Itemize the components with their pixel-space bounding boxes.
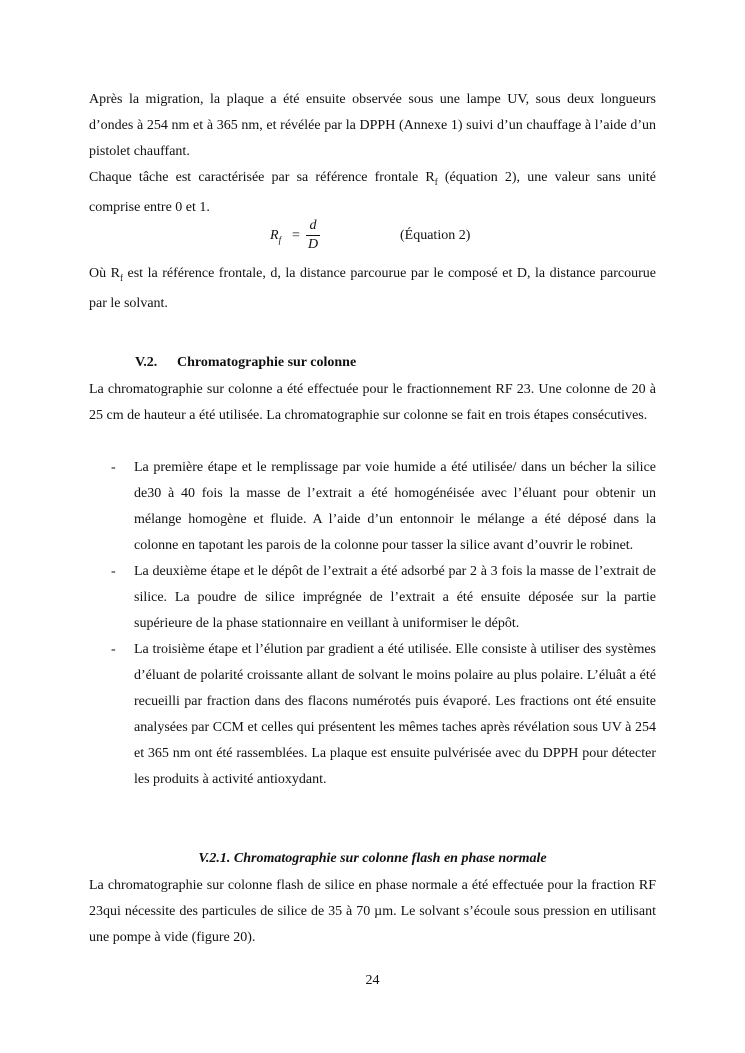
paragraph-rf-definition	[89, 165, 656, 221]
equation-lhs: $R_f$	[270, 228, 282, 245]
steps-list	[89, 455, 656, 793]
explanation-post: est la référence frontale, d, la distance parcourue par le composé et D, la distance parcourue par le solvant.	[89, 266, 657, 311]
page-number: 24	[365, 973, 380, 988]
explanation-subscript: f	[119, 272, 123, 283]
section-heading	[135, 355, 356, 371]
list-dash: -	[111, 460, 116, 475]
paragraph-flash	[89, 873, 656, 951]
explanation-pre: Où R	[89, 266, 120, 281]
paragraph-column-intro	[89, 377, 656, 429]
rf-text-post: (équation 2), une valeur sans unité comprise entre 0 et 1.	[89, 170, 656, 215]
subsection-heading: V.2.1. Chromatographie sur colonne flash en phase normale	[198, 851, 547, 866]
list-item: - La troisième étape et l’élution par gradient a été utilisée. Elle consiste à utiliser des systèmes d’éluant de polarité croissante allant de solvant le moins polaire au plus polaire. L’éluât a été recueilli par fraction dans des flacons numérotés puis évaporé. Les fractions ont été ensuite analysées par CCM et celles qui présentent les mêmes taches après révélation sous UV à 254 et 365 nm ont été rassemblées. La plaque est ensuite pulvérisée avec du DPPH pour détecter les produits à activité antioxydant.	[89, 637, 656, 793]
equation-denominator: D	[307, 237, 319, 252]
list-item: - La deuxième étape et le dépôt de l’extrait a été adsorbé par 2 à 3 fois la masse de l’extrait de silice. La poudre de silice imprégnée de l’extrait a été ensuite déposée sur la partie supérieure de la phase stationnaire en veillant à uniformiser le dépôt.	[89, 559, 656, 637]
section-number: V.2.	[135, 355, 158, 370]
list-item: - La première étape et le remplissage par voie humide a été utilisée/ dans un bécher la silice de30 à 40 fois la masse de l’extrait a été homogénéisée avec l’éluant pour obtenir un mélange homogène et fluide. A l’aide d’un entonnoir le mélange a été déposé dans la colonne en tapotant les parois de la colonne pour tasser la silice avant d’ouvrir le robinet.	[89, 455, 656, 559]
equation-fraction	[306, 218, 320, 253]
equation-equals: =	[292, 228, 300, 243]
fraction-bar	[306, 235, 320, 236]
paragraph-text: Après la migration, la plaque a été ensuite observée sous une lampe UV, sous deux longueurs d’ondes à 254 nm et à 365 nm, et révélée par la DPPH (Annexe 1) suivi d’un chauffage à l’aide d’un pistolet chauffant.	[89, 92, 656, 159]
list-dash: -	[111, 564, 116, 579]
equation-2	[270, 218, 490, 258]
equation-numerator: d	[309, 218, 317, 233]
rf-subscript: f	[434, 176, 438, 187]
paragraph-text: La chromatographie sur colonne flash de silice en phase normale a été effectuée pour la fraction RF 23qui nécessite des particules de silice de 35 à 70 µm. Le solvant s’écoule sous pression en utilisant une pompe à vide (figure 20).	[89, 878, 656, 945]
paragraph-text: La chromatographie sur colonne a été effectuée pour le fractionnement RF 23. Une colonne de 20 à 25 cm de hauteur a été utilisée. La chromatographie sur colonne se fait en trois étapes consécutives.	[89, 382, 656, 423]
paragraph-rf-explanation	[89, 261, 656, 317]
equation-label: (Équation 2)	[400, 228, 471, 243]
section-title: Chromatographie sur colonne	[177, 355, 357, 370]
list-dash: -	[111, 642, 116, 657]
rf-text-pre: Chaque tâche est caractérisée par sa référence frontale R	[89, 170, 435, 185]
paragraph-uv-observation	[89, 87, 656, 221]
